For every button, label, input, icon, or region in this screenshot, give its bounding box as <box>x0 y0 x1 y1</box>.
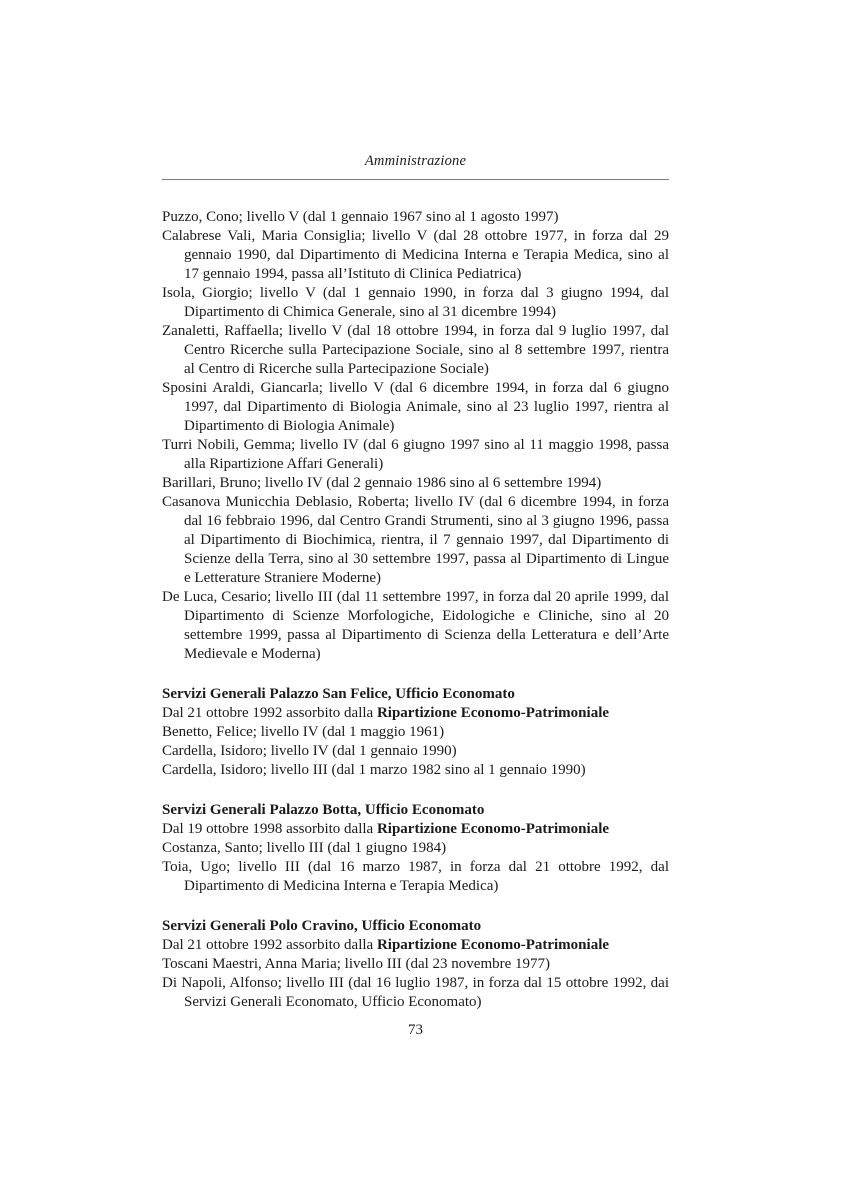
absorbed-note <box>162 820 669 839</box>
personnel-entry: Zanaletti, Raffaella; livello V (dal 18 ottobre 1994, in forza dal 9 luglio 1997, dal Centro Ricerche sulla Partecipazione Sociale, sino al 8 settembre 1997, rientra al Centro di Ricerche sulla Partecipazione Sociale) <box>162 323 669 377</box>
section-heading: Servizi Generali Palazzo Botta, Ufficio Economato <box>162 802 485 818</box>
running-head: Amministrazione <box>364 153 467 169</box>
personnel-entry: Toia, Ugo; livello III (dal 16 marzo 1987, in forza dal 21 ottobre 1992, dal Dipartimento di Medicina Interna e Terapia Medica) <box>162 859 669 894</box>
personnel-entry: De Luca, Cesario; livello III (dal 11 settembre 1997, in forza dal 20 aprile 1999, dal Dipartimento di Scienze Morfologiche, Eidologiche e Cliniche, sino al 20 settembre 1999, passa al Dipartimento di Scienza della Letteratura e dell’Arte Medievale e Moderna) <box>162 589 669 662</box>
absorbed-note-target: Ripartizione Economo-Patrimoniale <box>376 937 610 953</box>
absorbed-note <box>162 936 669 955</box>
personnel-entry: Isola, Giorgio; livello V (dal 1 gennaio 1990, in forza dal 3 giugno 1994, dal Dipartimento di Chimica Generale, sino al 31 dicembre 1994) <box>162 285 669 320</box>
personnel-entry: Costanza, Santo; livello III (dal 1 giugno 1984) <box>162 840 447 856</box>
header-rule <box>162 179 669 180</box>
absorbed-note-prefix: Dal 21 ottobre 1992 assorbito dalla <box>162 705 377 721</box>
personnel-entry: Barillari, Bruno; livello IV (dal 2 gennaio 1986 sino al 6 settembre 1994) <box>162 475 602 491</box>
personnel-entry: Benetto, Felice; livello IV (dal 1 maggio 1961) <box>162 724 445 740</box>
absorbed-note-prefix: Dal 19 ottobre 1998 assorbito dalla <box>162 821 377 837</box>
personnel-entry: Sposini Araldi, Giancarla; livello V (dal 6 dicembre 1994, in forza dal 6 giugno 1997, dal Dipartimento di Biologia Animale, sino al 23 luglio 1997, rientra al Dipartimento di Biologia Animale) <box>162 380 669 434</box>
absorbed-note-target: Ripartizione Economo-Patrimoniale <box>376 705 610 721</box>
personnel-entry: Turri Nobili, Gemma; livello IV (dal 6 giugno 1997 sino al 11 maggio 1998, passa alla Ripartizione Affari Generali) <box>162 437 669 472</box>
section-palazzo-botta <box>162 801 669 896</box>
absorbed-note-target: Ripartizione Economo-Patrimoniale <box>376 821 610 837</box>
section-heading: Servizi Generali Palazzo San Felice, Ufficio Economato <box>162 686 515 702</box>
personnel-entry: Puzzo, Cono; livello V (dal 1 gennaio 1967 sino al 1 agosto 1997) <box>162 209 559 225</box>
personnel-list <box>162 208 669 1012</box>
personnel-entry: Casanova Municchia Deblasio, Roberta; livello IV (dal 6 dicembre 1994, in forza dal 16 febbraio 1996, dal Centro Grandi Strumenti, sino al 3 giugno 1996, passa al Dipartimento di Biochimica, rientra, il 7 gennaio 1997, dal Dipartimento di Scienze della Terra, sino al 30 settembre 1997, passa al Dipartimento di Lingue e Letterature Straniere Moderne) <box>162 494 669 586</box>
section-polo-cravino <box>162 917 669 1012</box>
personnel-entry: Calabrese Vali, Maria Consiglia; livello V (dal 28 ottobre 1977, in forza dal 29 gennaio 1990, dal Dipartimento di Medicina Interna e Terapia Medica, sino al 17 gennaio 1994, passa all’Istituto di Clinica Pediatrica) <box>162 228 669 282</box>
personnel-entry: Cardella, Isidoro; livello III (dal 1 marzo 1982 sino al 1 gennaio 1990) <box>162 762 586 778</box>
personnel-entry: Cardella, Isidoro; livello IV (dal 1 gennaio 1990) <box>162 743 457 759</box>
page-number: 73 <box>408 1022 423 1038</box>
absorbed-note-prefix: Dal 21 ottobre 1992 assorbito dalla <box>162 937 377 953</box>
page-content <box>162 153 669 1012</box>
personnel-entry: Di Napoli, Alfonso; livello III (dal 16 luglio 1987, in forza dal 15 ottobre 1992, dai Servizi Generali Economato, Ufficio Economato) <box>162 975 669 1010</box>
section-palazzo-san-felice <box>162 685 669 780</box>
personnel-entry: Toscani Maestri, Anna Maria; livello III (dal 23 novembre 1977) <box>162 956 551 972</box>
absorbed-note <box>162 704 669 723</box>
section-heading: Servizi Generali Polo Cravino, Ufficio Economato <box>162 918 482 934</box>
